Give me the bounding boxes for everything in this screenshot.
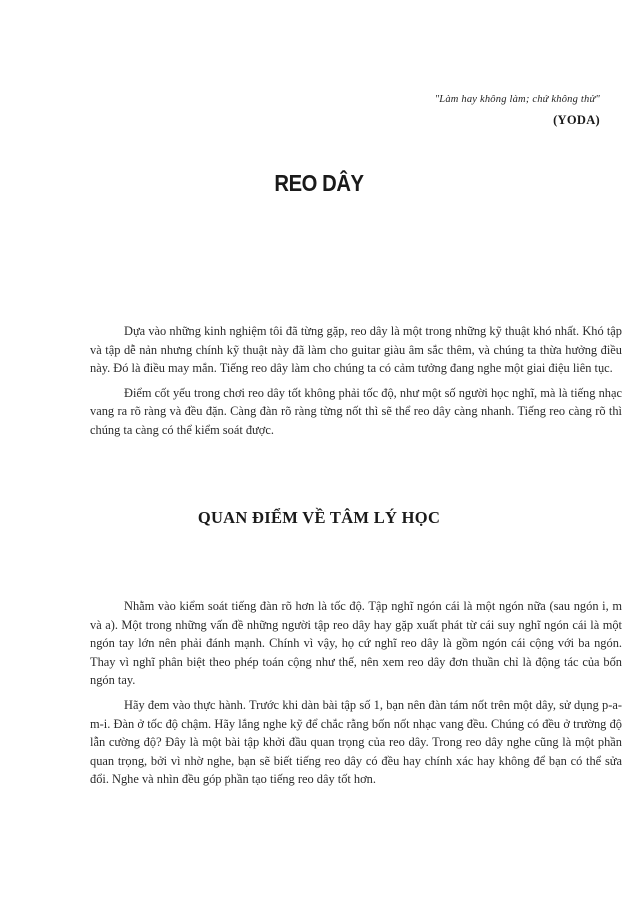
intro-section [90, 322, 622, 446]
section-paragraph-2: Hãy đem vào thực hành. Trước khi dàn bài tập số 1, bạn nên đàn tám nốt trên một dây, sử dụng p-a-m-i. Đàn ở tốc độ chậm. Hãy lắng nghe kỹ để chắc rằng bốn nốt nhạc vang đều. Chúng có đều ở trường độ lẫn cường độ? Đây là một bài tập khởi đầu quan trọng của reo dây. Trong reo dây nghe cũng là một phần quan trọng, bởi vì nhờ nghe, bạn sẽ biết tiếng reo dây có đều hay chính xác hay không để bạn có thể sửa đổi. Nghe và nhìn đều góp phần tạo tiếng reo dây tốt hơn. [90, 697, 622, 787]
section-paragraph-1: Nhằm vào kiểm soát tiếng đàn rõ hơn là tốc độ. Tập nghĩ ngón cái là một ngón nữa (sau ngón i, m và a). Một trong những vấn đề những người tập reo dây hay gặp xuất phát từ cái suy nghĩ ngón cái là một ngón tay lớn nên phải đánh mạnh. Chính vì vậy, họ cứ nghĩ reo dây là gồm ngón cái cộng với ba ngón. Thay vì nghĩ phân biệt theo phép toán cộng như thế, nên xem reo dây đơn thuần chỉ là động tác của bốn ngón tay. [90, 599, 622, 688]
intro-paragraph-2: Điểm cốt yếu trong chơi reo dây tốt không phải tốc độ, như một số người học nghĩ, mà là tiếng nhạc vang ra rõ ràng và đều đặn. Càng đàn rõ ràng từng nốt thì sẽ thể reo dây càng nhanh. Tiếng reo càng rõ thì chúng ta càng có thể kiểm soát được. [90, 385, 622, 437]
chapter-title: REO DÂY [274, 170, 364, 196]
epigraph [435, 94, 600, 128]
intro-paragraph-1: Dựa vào những kinh nghiệm tôi đã từng gặp, reo dây là một trong những kỹ thuật khó nhất. Khó tập và tập dễ nản nhưng chính kỹ thuật này đã làm cho guitar giàu âm sắc thêm, và chúng ta thừa hưởng điều này. Đó là điều may mắn. Tiếng reo dây làm cho chúng ta có cảm tưởng đang nghe một giai điệu liên tục. [90, 324, 622, 376]
psychology-section [90, 597, 622, 795]
epigraph-author: (YODA) [553, 113, 600, 127]
epigraph-quote: "Làm hay không làm; chứ không thử" [434, 94, 600, 105]
section-title: QUAN ĐIỂM VỀ TÂM LÝ HỌC [197, 508, 441, 527]
